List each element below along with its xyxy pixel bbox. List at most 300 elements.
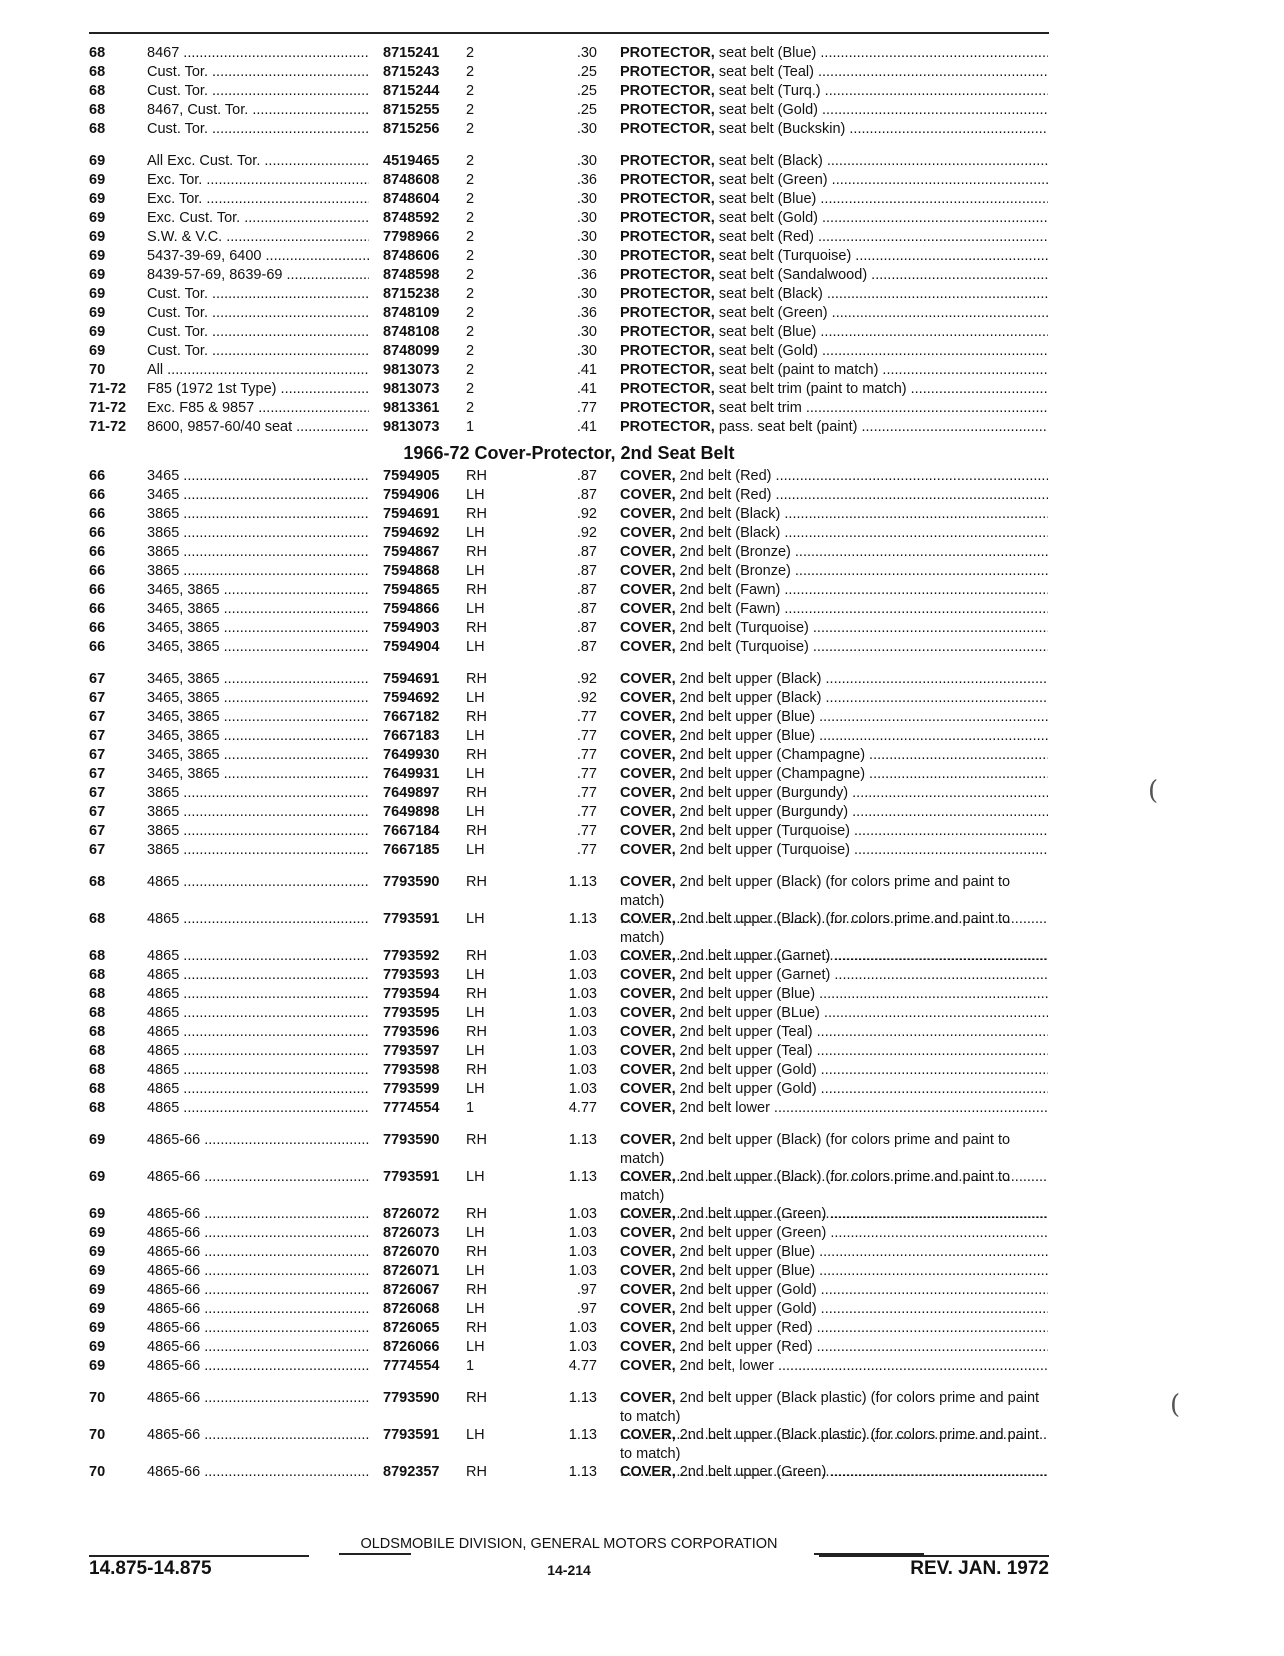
description-cell [620, 505, 1048, 524]
price-cell: .30 [576, 229, 597, 245]
year-cell: 68 [89, 986, 106, 1002]
part-keyword: COVER, [620, 1464, 676, 1480]
revision-text: REV. JAN. 1972 [910, 1558, 1049, 1579]
part-description: 2nd belt upper (Black) (for colors prime and paint to match) [620, 1132, 1011, 1167]
quantity-cell: LH [466, 563, 485, 579]
part-keyword: PROTECTOR, [620, 286, 715, 302]
part-keyword: COVER, [620, 1206, 676, 1222]
quantity-cell: RH [466, 1132, 487, 1148]
year-cell: 66 [89, 506, 106, 522]
model-cell: 3465 ..... [147, 467, 369, 486]
part-number-cell: 7793597 [383, 1043, 440, 1059]
price-cell: .87 [576, 620, 597, 636]
description-cell [620, 228, 1048, 247]
description-cell [620, 323, 1048, 342]
model-cell: 4865-66 ..... [147, 1463, 369, 1482]
year-cell: 69 [89, 1358, 106, 1374]
quantity-cell: 2 [466, 343, 475, 359]
part-number-cell: 9813073 [383, 419, 440, 435]
price-cell: .87 [576, 601, 597, 617]
part-keyword: COVER, [620, 1024, 676, 1040]
model-cell: 4865 ..... [147, 873, 369, 892]
quantity-cell: LH [466, 1169, 485, 1185]
year-cell: 69 [89, 229, 106, 245]
part-number-cell: 7793594 [383, 986, 440, 1002]
price-cell: .36 [576, 305, 597, 321]
catalog-row [89, 1426, 1049, 1463]
part-number-cell: 8715241 [383, 45, 440, 61]
price-cell: .77 [576, 766, 597, 782]
quantity-cell: RH [466, 785, 487, 801]
part-description: 2nd belt upper (Blue) [679, 728, 816, 744]
year-cell: 68 [89, 1024, 106, 1040]
part-description: 2nd belt upper (Blue) [679, 709, 816, 725]
price-cell: 1.13 [568, 1390, 597, 1406]
part-keyword: PROTECTOR, [620, 153, 715, 169]
part-keyword: COVER, [620, 1225, 676, 1241]
quantity-cell: RH [466, 671, 487, 687]
description-cell [620, 670, 1048, 689]
year-cell: 68 [89, 45, 106, 61]
quantity-cell: RH [466, 1320, 487, 1336]
part-number-cell: 7594905 [383, 468, 440, 484]
part-number-cell: 8748109 [383, 305, 440, 321]
part-description: 2nd belt (Black) [679, 506, 781, 522]
catalog-row [89, 543, 1049, 562]
price-cell: .77 [576, 400, 597, 416]
model-cell: 4865 ..... [147, 947, 369, 966]
year-cell: 69 [89, 343, 106, 359]
price-cell: 1.13 [568, 874, 597, 890]
year-cell: 69 [89, 1225, 106, 1241]
part-description: 2nd belt upper (Red) [679, 1320, 813, 1336]
part-description: seat belt (Green) [718, 172, 828, 188]
part-keyword: COVER, [620, 1169, 676, 1185]
catalog-row [89, 1463, 1049, 1482]
part-keyword: PROTECTOR, [620, 229, 715, 245]
part-number-cell: 7594865 [383, 582, 440, 598]
model-cell: 3865 ..... [147, 562, 369, 581]
part-description: 2nd belt upper (Burgundy) [679, 804, 849, 820]
quantity-cell: 2 [466, 102, 475, 118]
part-keyword: COVER, [620, 1301, 676, 1317]
year-cell: 71-72 [89, 400, 127, 416]
rows-group-b [89, 152, 1049, 437]
quantity-cell: LH [466, 487, 485, 503]
division-name: OLDSMOBILE DIVISION, GENERAL MOTORS CORPORATION [360, 1536, 778, 1552]
price-cell: 1.03 [568, 1062, 597, 1078]
quantity-cell: LH [466, 690, 485, 706]
part-description: 2nd belt (Red) [679, 468, 772, 484]
part-number-cell: 8726070 [383, 1244, 440, 1260]
model-cell: 4865-66 ..... [147, 1300, 369, 1319]
part-number-cell: 7793591 [383, 1169, 440, 1185]
year-cell: 69 [89, 1282, 106, 1298]
part-keyword: COVER, [620, 1320, 676, 1336]
part-keyword: COVER, [620, 1005, 676, 1021]
revision-date [910, 1558, 1049, 1580]
year-cell: 68 [89, 948, 106, 964]
part-description: 2nd belt upper (Black) [679, 690, 822, 706]
quantity-cell: LH [466, 1225, 485, 1241]
model-cell: Cust. Tor. ..... [147, 63, 369, 82]
part-number-cell: 7793595 [383, 1005, 440, 1021]
year-cell: 67 [89, 785, 106, 801]
description-cell [620, 247, 1048, 266]
rows-group-f [89, 1131, 1049, 1376]
model-cell: 3865 ..... [147, 524, 369, 543]
part-number-cell: 8715255 [383, 102, 440, 118]
model-cell: 3465, 3865 ..... [147, 765, 369, 784]
quantity-cell: LH [466, 525, 485, 541]
quantity-cell: 1 [466, 1100, 475, 1116]
catalog-row [89, 581, 1049, 600]
model-cell: 8439-57-69, 8639-69 ..... [147, 266, 369, 285]
quantity-cell: RH [466, 620, 487, 636]
model-cell: 4865-66 ..... [147, 1168, 369, 1187]
description-cell [620, 619, 1048, 638]
year-cell: 67 [89, 690, 106, 706]
year-cell: 67 [89, 842, 106, 858]
part-description: 2nd belt upper (Gold) [679, 1081, 817, 1097]
part-description: seat belt (Sandalwood) [718, 267, 868, 283]
part-description: 2nd belt (Black) [679, 525, 781, 541]
quantity-cell: RH [466, 1206, 487, 1222]
part-description: 2nd belt upper (Black) (for colors prime and paint to match) [620, 911, 1011, 946]
description-cell [620, 380, 1048, 399]
part-description: 2nd belt upper (Black plastic) (for colors prime and paint to match) [620, 1427, 1040, 1462]
year-cell: 67 [89, 671, 106, 687]
part-keyword: COVER, [620, 747, 676, 763]
part-number-cell: 8726066 [383, 1339, 440, 1355]
part-number-cell: 7594692 [383, 525, 440, 541]
description-cell [620, 361, 1048, 380]
description-cell [620, 486, 1048, 505]
part-description: 2nd belt upper (Burgundy) [679, 785, 849, 801]
model-cell: 4865 ..... [147, 910, 369, 929]
part-description: 2nd belt upper (Red) [679, 1339, 813, 1355]
quantity-cell: LH [466, 1263, 485, 1279]
quantity-cell: 2 [466, 153, 475, 169]
year-cell: 70 [89, 1464, 106, 1480]
quantity-cell: 2 [466, 362, 475, 378]
model-cell: Cust. Tor. ..... [147, 323, 369, 342]
part-keyword: COVER, [620, 1062, 676, 1078]
description-cell [620, 1023, 1048, 1042]
part-number-cell: 8748099 [383, 343, 440, 359]
price-cell: 1.03 [568, 1081, 597, 1097]
part-keyword: PROTECTOR, [620, 191, 715, 207]
price-cell: .36 [576, 172, 597, 188]
year-cell: 71-72 [89, 381, 127, 397]
quantity-cell: RH [466, 506, 487, 522]
part-number-cell: 8748598 [383, 267, 440, 283]
description-cell [620, 1319, 1048, 1338]
quantity-cell: RH [466, 874, 487, 890]
description-cell [620, 708, 1048, 727]
part-description: seat belt (Turq.) [718, 83, 821, 99]
quantity-cell: RH [466, 986, 487, 1002]
catalog-row [89, 600, 1049, 619]
part-number-cell: 8748606 [383, 248, 440, 264]
year-cell: 67 [89, 728, 106, 744]
year-cell: 69 [89, 1244, 106, 1260]
part-description: 2nd belt lower [679, 1100, 770, 1116]
part-keyword: COVER, [620, 986, 676, 1002]
model-cell: 4865 ..... [147, 1061, 369, 1080]
part-keyword: COVER, [620, 911, 676, 927]
model-cell: 4865 ..... [147, 1023, 369, 1042]
quantity-cell: RH [466, 747, 487, 763]
quantity-cell: LH [466, 1427, 485, 1443]
part-number-cell: 8715256 [383, 121, 440, 137]
price-cell: .30 [576, 121, 597, 137]
quantity-cell: LH [466, 1043, 485, 1059]
price-cell: .41 [576, 362, 597, 378]
page-footer [89, 1536, 1049, 1606]
price-cell: .30 [576, 191, 597, 207]
part-keyword: COVER, [620, 709, 676, 725]
quantity-cell: 2 [466, 210, 475, 226]
model-cell: 4865 ..... [147, 1099, 369, 1118]
description-cell [620, 985, 1048, 1004]
rows-group-c [89, 467, 1049, 657]
price-cell: 4.77 [568, 1358, 597, 1374]
price-cell: 1.03 [568, 1206, 597, 1222]
price-cell: .77 [576, 785, 597, 801]
rows-group-g [89, 1389, 1049, 1482]
description-cell [620, 467, 1048, 486]
description-cell [620, 727, 1048, 746]
catalog-row [89, 1168, 1049, 1205]
model-cell: 8467 ..... [147, 44, 369, 63]
year-cell: 68 [89, 1081, 106, 1097]
model-cell: 3865 ..... [147, 784, 369, 803]
catalog-row [89, 285, 1049, 304]
model-cell: 4865-66 ..... [147, 1426, 369, 1445]
year-cell: 66 [89, 544, 106, 560]
catalog-row [89, 1338, 1049, 1357]
part-description: 2nd belt (Red) [679, 487, 772, 503]
catalog-row [89, 784, 1049, 803]
price-cell: 1.03 [568, 1320, 597, 1336]
quantity-cell: 1 [466, 1358, 475, 1374]
quantity-cell: 2 [466, 286, 475, 302]
part-number-cell: 8748592 [383, 210, 440, 226]
year-cell: 67 [89, 709, 106, 725]
quantity-cell: RH [466, 1282, 487, 1298]
part-keyword: PROTECTOR, [620, 419, 715, 435]
model-cell: 4865 ..... [147, 966, 369, 985]
year-cell: 69 [89, 305, 106, 321]
model-cell: 4865-66 ..... [147, 1131, 369, 1150]
price-cell: .97 [576, 1282, 597, 1298]
model-cell: 4865-66 ..... [147, 1357, 369, 1376]
price-cell: .30 [576, 248, 597, 264]
part-number-cell: 7774554 [383, 1358, 440, 1374]
part-keyword: COVER, [620, 1043, 676, 1059]
catalog-row [89, 190, 1049, 209]
model-cell: 3865 ..... [147, 841, 369, 860]
catalog-row [89, 727, 1049, 746]
description-cell [620, 82, 1048, 101]
model-cell: 3865 ..... [147, 822, 369, 841]
part-number-cell: 7667182 [383, 709, 440, 725]
price-cell: .30 [576, 210, 597, 226]
description-cell [620, 1357, 1048, 1376]
price-cell: .30 [576, 343, 597, 359]
part-number-cell: 7594692 [383, 690, 440, 706]
catalog-row [89, 524, 1049, 543]
price-cell: .41 [576, 381, 597, 397]
quantity-cell: 2 [466, 83, 475, 99]
part-keyword: PROTECTOR, [620, 64, 715, 80]
description-cell [620, 399, 1048, 418]
year-cell: 66 [89, 525, 106, 541]
description-cell [620, 841, 1048, 860]
part-description: seat belt (Turquoise) [718, 248, 852, 264]
catalog-row [89, 342, 1049, 361]
price-cell: .30 [576, 324, 597, 340]
quantity-cell: 2 [466, 267, 475, 283]
quantity-cell: LH [466, 1301, 485, 1317]
part-keyword: COVER, [620, 1427, 676, 1443]
year-cell: 69 [89, 1339, 106, 1355]
price-cell: .77 [576, 747, 597, 763]
price-cell: 1.03 [568, 948, 597, 964]
model-cell: 4865 ..... [147, 1042, 369, 1061]
catalog-row [89, 689, 1049, 708]
part-keyword: COVER, [620, 582, 676, 598]
quantity-cell: RH [466, 1390, 487, 1406]
model-cell: 3465, 3865 ..... [147, 708, 369, 727]
model-cell: Exc. F85 & 9857 ..... [147, 399, 369, 418]
part-keyword: COVER, [620, 804, 676, 820]
quantity-cell: RH [466, 1244, 487, 1260]
quantity-cell: 2 [466, 121, 475, 137]
part-number-cell: 7594866 [383, 601, 440, 617]
price-cell: .92 [576, 525, 597, 541]
part-keyword: COVER, [620, 728, 676, 744]
part-keyword: PROTECTOR, [620, 210, 715, 226]
quantity-cell: 2 [466, 172, 475, 188]
part-description: 2nd belt upper (Teal) [679, 1024, 813, 1040]
section-ref-text: 14.875-14.875 [89, 1558, 212, 1579]
quantity-cell: 2 [466, 305, 475, 321]
description-cell [620, 120, 1048, 139]
quantity-cell: RH [466, 468, 487, 484]
quantity-cell: RH [466, 948, 487, 964]
year-cell: 68 [89, 64, 106, 80]
part-description: 2nd belt upper (Turquoise) [679, 842, 850, 858]
quantity-cell: RH [466, 1062, 487, 1078]
part-description: seat belt (Green) [718, 305, 828, 321]
model-cell: 4865-66 ..... [147, 1389, 369, 1408]
catalog-row [89, 1224, 1049, 1243]
quantity-cell: RH [466, 582, 487, 598]
year-cell: 69 [89, 153, 106, 169]
catalog-row [89, 841, 1049, 860]
part-keyword: COVER, [620, 766, 676, 782]
year-cell: 68 [89, 1043, 106, 1059]
model-cell: 4865-66 ..... [147, 1319, 369, 1338]
catalog-row [89, 746, 1049, 765]
quantity-cell: LH [466, 842, 485, 858]
catalog-row [89, 63, 1049, 82]
model-cell: All Exc. Cust. Tor. ..... [147, 152, 369, 171]
year-cell: 66 [89, 620, 106, 636]
division-line [89, 1536, 1049, 1552]
model-cell: 3465, 3865 ..... [147, 619, 369, 638]
price-cell: .30 [576, 286, 597, 302]
price-cell: 1.03 [568, 1043, 597, 1059]
catalog-row [89, 1131, 1049, 1168]
part-number-cell: 7793593 [383, 967, 440, 983]
part-number-cell: 7594904 [383, 639, 440, 655]
part-keyword: PROTECTOR, [620, 305, 715, 321]
catalog-row [89, 399, 1049, 418]
part-description: seat belt (Black) [718, 286, 823, 302]
catalog-row [89, 361, 1049, 380]
model-cell: 3465, 3865 ..... [147, 600, 369, 619]
description-cell [620, 44, 1048, 63]
part-description: 2nd belt (Fawn) [679, 601, 781, 617]
part-description: pass. seat belt (paint) [718, 419, 858, 435]
quantity-cell: 2 [466, 400, 475, 416]
division-underline-left [339, 1553, 411, 1555]
part-keyword: COVER, [620, 506, 676, 522]
part-description: 2nd belt upper (Green) [679, 1206, 827, 1222]
part-description: seat belt trim [718, 400, 802, 416]
part-keyword: COVER, [620, 967, 676, 983]
price-cell: .77 [576, 709, 597, 725]
part-keyword: COVER, [620, 1358, 676, 1374]
catalog-row [89, 101, 1049, 120]
part-number-cell: 7793599 [383, 1081, 440, 1097]
description-cell [620, 63, 1048, 82]
description-cell [620, 746, 1048, 765]
part-number-cell: 7793591 [383, 911, 440, 927]
part-description: 2nd belt upper (Green) [679, 1464, 827, 1480]
description-cell [620, 1080, 1048, 1099]
part-keyword: COVER, [620, 601, 676, 617]
part-keyword: COVER, [620, 785, 676, 801]
part-description: 2nd belt upper (Gold) [679, 1062, 817, 1078]
model-cell: Cust. Tor. ..... [147, 304, 369, 323]
part-number-cell: 7793598 [383, 1062, 440, 1078]
model-cell: 3465, 3865 ..... [147, 746, 369, 765]
catalog-row [89, 910, 1049, 947]
description-cell [620, 581, 1048, 600]
model-cell: 8600, 9857-60/40 seat ..... [147, 418, 369, 437]
description-cell [620, 822, 1048, 841]
catalog-row [89, 323, 1049, 342]
part-keyword: COVER, [620, 1081, 676, 1097]
part-description: 2nd belt upper (Green) [679, 1225, 827, 1241]
year-cell: 69 [89, 267, 106, 283]
price-cell: 1.03 [568, 1005, 597, 1021]
description-cell [620, 285, 1048, 304]
catalog-row [89, 1061, 1049, 1080]
catalog-row [89, 1389, 1049, 1426]
part-number-cell: 7793596 [383, 1024, 440, 1040]
description-cell [620, 1205, 1048, 1224]
catalog-row [89, 1205, 1049, 1224]
quantity-cell: RH [466, 823, 487, 839]
part-number-cell: 8726073 [383, 1225, 440, 1241]
part-description: 2nd belt upper (BLue) [679, 1005, 820, 1021]
model-cell: 4865-66 ..... [147, 1224, 369, 1243]
